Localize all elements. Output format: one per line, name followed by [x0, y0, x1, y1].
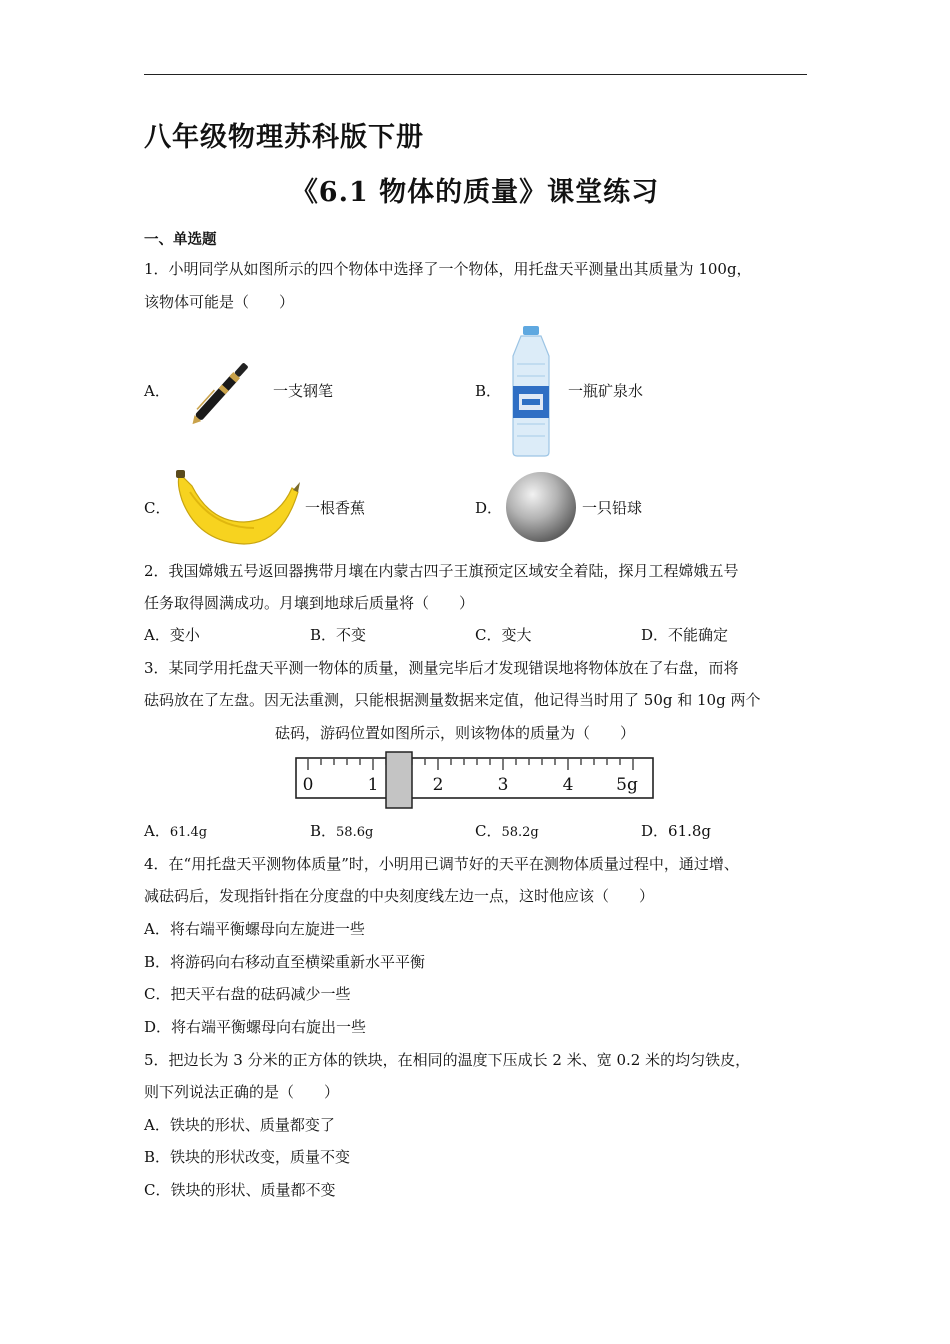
q5-option-a: A．铁块的形状、质量都变了	[144, 1116, 335, 1134]
question-4-text-line2: 减砝码后，发现指针指在分度盘的中央刻度线左边一点，这时他应该（ ）	[144, 887, 655, 905]
balance-beam-scale	[295, 752, 655, 810]
banana-image	[174, 470, 302, 550]
question-3-text-line3: 砝码，游码位置如图所示，则该物体的质量为（ ）	[275, 724, 636, 742]
q4-option-c: C．把天平右盘的砝码减少一些	[144, 985, 351, 1003]
q5-option-c: C．铁块的形状、质量都不变	[144, 1181, 336, 1199]
scale-label: 5g	[616, 775, 638, 795]
q1-option-a-letter: A．	[144, 382, 170, 400]
q1-option-d-text: 一只铅球	[582, 499, 643, 517]
document-title-line2: 《6.1 物体的质量》课堂练习	[290, 177, 660, 208]
q4-option-d: D．将右端平衡螺母向右旋出一些	[144, 1018, 367, 1036]
document-title-line1: 八年级物理苏科版下册	[144, 122, 424, 153]
scale-label: 0	[302, 775, 314, 795]
question-5-text-line2: 则下列说法正确的是（ ）	[144, 1083, 340, 1101]
section-heading: 一、单选题	[144, 231, 217, 248]
scale-label: 1	[367, 775, 379, 795]
scale-label: 2	[432, 775, 444, 795]
q3-option-d: D．61.8g	[641, 822, 712, 840]
question-2-text-line1: 2．我国嫦娥五号返回器携带月壤在内蒙古四子王旗预定区域安全着陆，探月工程嫦娥五号	[144, 562, 739, 580]
q1-option-b-letter: B．	[475, 382, 502, 400]
question-1-text-line2: 该物体可能是（ ）	[144, 293, 295, 311]
q5-option-b: B．铁块的形状改变，质量不变	[144, 1148, 351, 1166]
question-4-text-line1: 4．在“用托盘天平测物体质量”时，小明用已调节好的天平在测物体质量过程中，通过增、	[144, 855, 739, 873]
q1-option-a-text: 一支钢笔	[273, 382, 334, 400]
q3-option-a: A．61.4g	[144, 822, 208, 840]
shot-put-image	[505, 471, 577, 543]
question-3-text-line1: 3．某同学用托盘天平测一物体的质量，测量完毕后才发现错误地将物体放在了右盘，而将	[144, 659, 739, 677]
q3-option-b: B．58.6g	[310, 822, 374, 840]
scale-label: 3	[497, 775, 509, 795]
question-3-text-line2: 砝码放在了左盘。因无法重测，只能根据测量数据来定值，他记得当时用了 50g 和 10g 两个	[144, 691, 761, 709]
q2-option-d: D．不能确定	[641, 626, 729, 644]
water-bottle-image	[501, 324, 561, 457]
q1-option-c-letter: C．	[144, 499, 171, 517]
q1-option-c-text: 一根香蕉	[305, 499, 366, 517]
header-rule	[144, 74, 807, 75]
pen-image	[178, 346, 268, 436]
q4-option-a: A．将右端平衡螺母向左旋进一些	[144, 920, 365, 938]
q2-option-a: A．变小	[144, 626, 200, 644]
q2-option-b: B．不变	[310, 626, 367, 644]
q2-option-c: C．变大	[475, 626, 532, 644]
rider-slider	[386, 752, 412, 808]
question-1-text-line1: 1．小明同学从如图所示的四个物体中选择了一个物体，用托盘天平测量出其质量为 100g，	[144, 260, 752, 278]
q3-option-c: C．58.2g	[475, 822, 539, 840]
q1-option-b-text: 一瓶矿泉水	[568, 382, 644, 400]
scale-frame	[296, 758, 653, 798]
q1-option-d-letter: D．	[475, 499, 503, 517]
scale-label: 4	[562, 775, 574, 795]
question-5-text-line1: 5．把边长为 3 分米的正方体的铁块，在相同的温度下压成长 2 米、宽 0.2 米的均匀铁皮，	[144, 1051, 751, 1069]
question-2-text-line2: 任务取得圆满成功。月壤到地球后质量将（ ）	[144, 594, 475, 612]
q4-option-b: B．将游码向右移动直至横梁重新水平平衡	[144, 953, 426, 971]
